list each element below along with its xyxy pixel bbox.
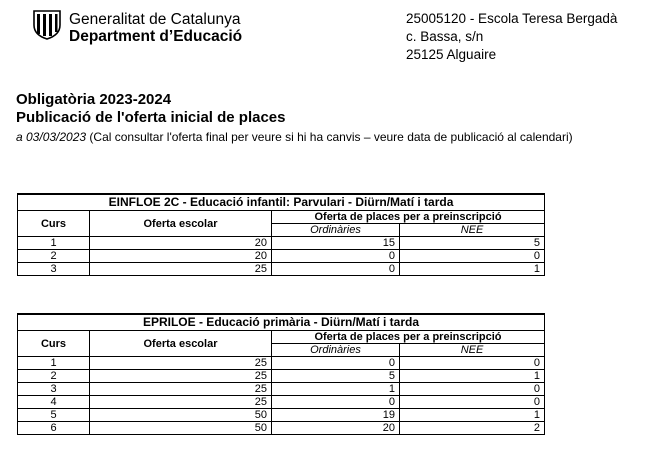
- table-title: EINFLOE 2C - Educació infantil: Parvulari - Diürn/Matí i tarda: [18, 194, 545, 211]
- cell-curs: 2: [18, 250, 90, 263]
- cell-nee: 2: [400, 422, 545, 435]
- cell-curs: 3: [18, 383, 90, 396]
- table-row: [18, 409, 545, 422]
- cell-ordinaries: 1: [272, 383, 400, 396]
- cell-ordinaries: 19: [272, 409, 400, 422]
- document-title: [16, 91, 286, 127]
- org-name-line2: Department d’Educació: [69, 28, 243, 45]
- column-header-oferta: Oferta escolar: [90, 331, 272, 357]
- column-header-oferta: Oferta escolar: [90, 211, 272, 237]
- column-header-places: Oferta de places per a preinscripció: [272, 211, 545, 224]
- table-row: [18, 357, 545, 370]
- offer-table-primaria: [17, 313, 545, 435]
- table-row: [18, 422, 545, 435]
- cell-nee: 0: [400, 357, 545, 370]
- cell-nee: 5: [400, 237, 545, 250]
- cell-oferta: 20: [90, 237, 272, 250]
- cell-curs: 6: [18, 422, 90, 435]
- cell-curs: 1: [18, 357, 90, 370]
- school-info: [406, 10, 617, 64]
- offer-table-infantil: [17, 193, 545, 276]
- cell-oferta: 50: [90, 422, 272, 435]
- cell-oferta: 25: [90, 396, 272, 409]
- generalitat-logo-icon: [33, 10, 61, 40]
- cell-oferta: 25: [90, 263, 272, 276]
- cell-nee: 0: [400, 396, 545, 409]
- table-title: EPRILOE - Educació primària - Diürn/Matí i tarda: [18, 314, 545, 331]
- table-row: [18, 250, 545, 263]
- cell-oferta: 25: [90, 357, 272, 370]
- org-name-line1: Generalitat de Catalunya: [69, 11, 241, 28]
- school-city: 25125 Alguaire: [406, 47, 497, 62]
- publication-date: a 03/03/2023: [16, 130, 87, 144]
- column-header-curs: Curs: [18, 331, 90, 357]
- cell-nee: 0: [400, 250, 545, 263]
- table-row: [18, 237, 545, 250]
- cell-curs: 4: [18, 396, 90, 409]
- publication-note: (Cal consultar l'oferta final per veure si hi ha canvis – veure data de publicació al calendari): [86, 130, 573, 144]
- school-code-name: 25005120 - Escola Teresa Bergadà: [406, 11, 618, 26]
- cell-ordinaries: 0: [272, 357, 400, 370]
- cell-oferta: 50: [90, 409, 272, 422]
- column-header-places: Oferta de places per a preinscripció: [272, 331, 545, 344]
- cell-nee: 1: [400, 263, 545, 276]
- cell-oferta: 25: [90, 383, 272, 396]
- column-header-nee: NEE: [400, 344, 545, 357]
- column-header-nee: NEE: [400, 224, 545, 237]
- cell-curs: 2: [18, 370, 90, 383]
- cell-curs: 3: [18, 263, 90, 276]
- cell-ordinaries: 20: [272, 422, 400, 435]
- cell-ordinaries: 0: [272, 263, 400, 276]
- column-header-ordinaries: Ordinàries: [272, 224, 400, 237]
- cell-ordinaries: 0: [272, 396, 400, 409]
- cell-curs: 1: [18, 237, 90, 250]
- table-row: [18, 396, 545, 409]
- title-line2: Publicació de l'oferta inicial de places: [16, 109, 286, 126]
- cell-nee: 0: [400, 383, 545, 396]
- cell-ordinaries: 0: [272, 250, 400, 263]
- table-row: [18, 383, 545, 396]
- cell-ordinaries: 5: [272, 370, 400, 383]
- cell-oferta: 20: [90, 250, 272, 263]
- cell-nee: 1: [400, 409, 545, 422]
- column-header-ordinaries: Ordinàries: [272, 344, 400, 357]
- title-line1: Obligatòria 2023-2024: [16, 91, 172, 108]
- cell-ordinaries: 15: [272, 237, 400, 250]
- cell-oferta: 25: [90, 370, 272, 383]
- table-row: [18, 370, 545, 383]
- cell-curs: 5: [18, 409, 90, 422]
- publication-date-line: [16, 130, 573, 144]
- column-header-curs: Curs: [18, 211, 90, 237]
- cell-nee: 1: [400, 370, 545, 383]
- org-name: [69, 11, 242, 45]
- table-row: [18, 263, 545, 276]
- school-address: c. Bassa, s/n: [406, 29, 484, 44]
